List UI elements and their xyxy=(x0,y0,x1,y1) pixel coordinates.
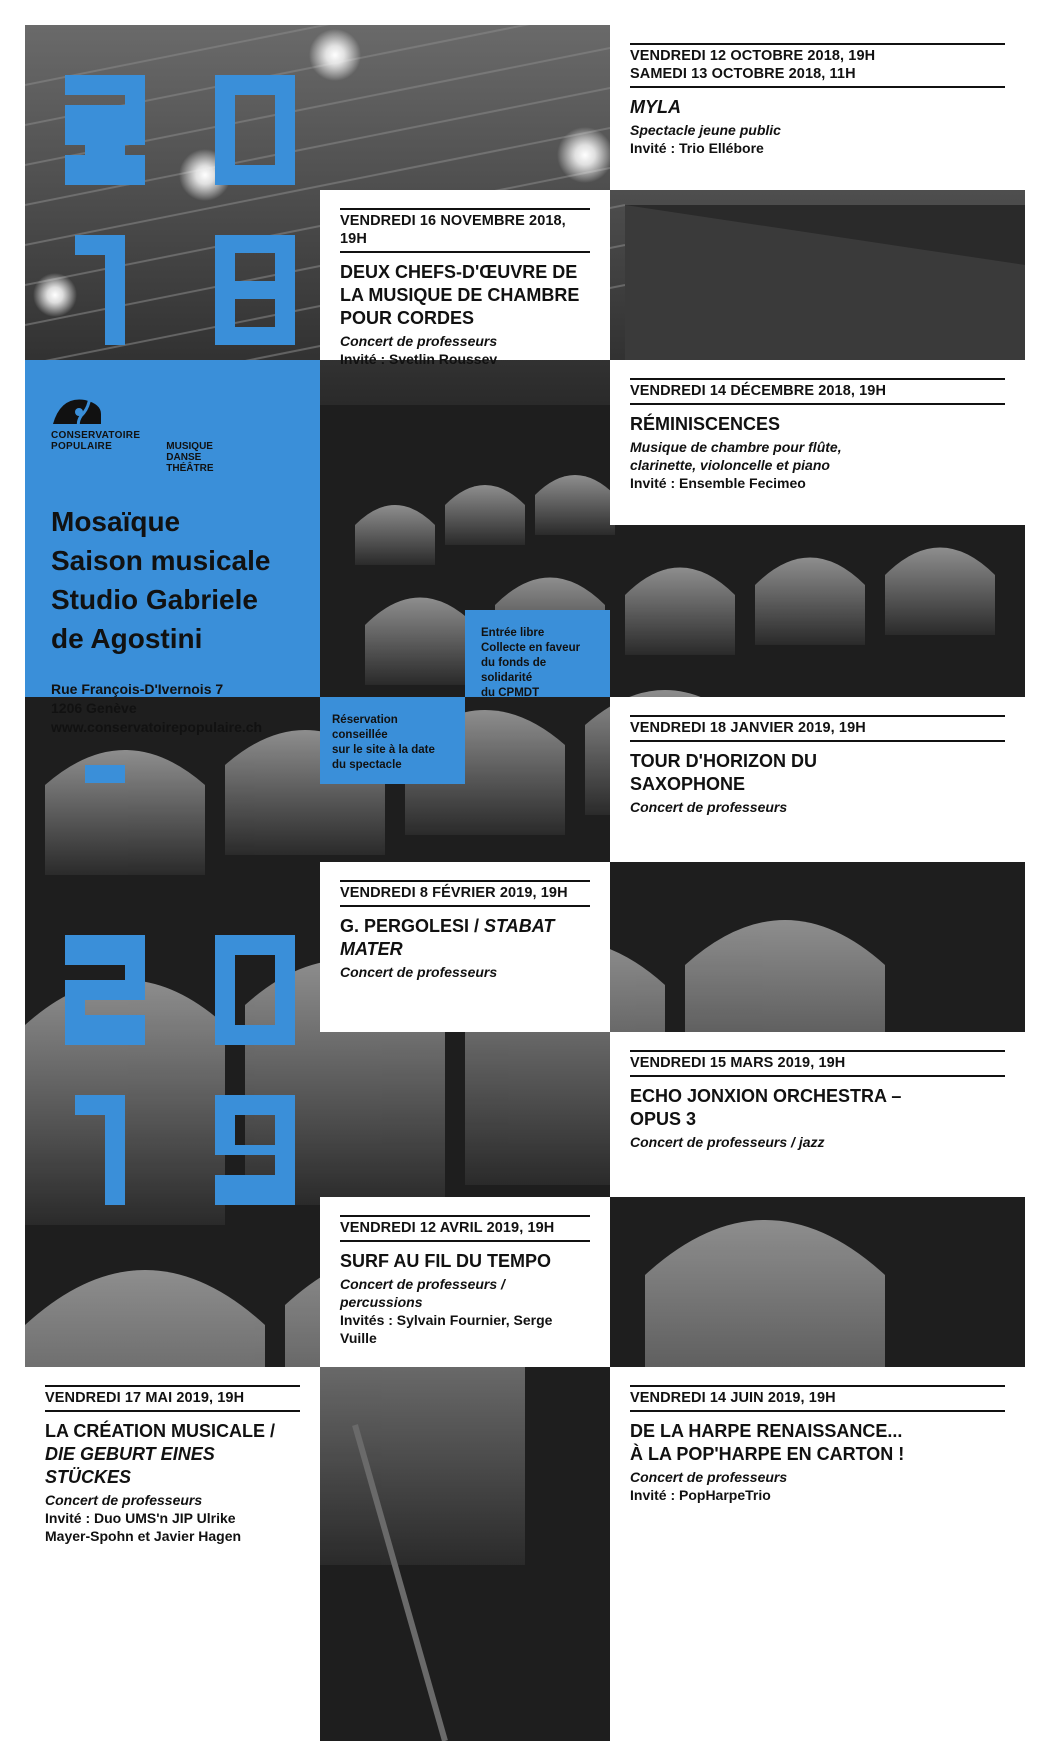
event-date: VENDREDI 18 JANVIER 2019, 19H xyxy=(630,715,1005,742)
event-subtitle: Concert de professeurs xyxy=(340,964,498,980)
poster xyxy=(25,25,1025,1741)
digit-1-bottom xyxy=(75,1095,125,1205)
event-card-harpe xyxy=(610,1367,1025,1741)
digit-8-top xyxy=(215,235,295,345)
event-card-echo-jonxion xyxy=(610,1032,1025,1197)
event-subtitle: Spectacle jeune public xyxy=(630,122,781,138)
digit-1-top xyxy=(75,235,125,345)
digit-0-bottom xyxy=(215,935,295,1045)
event-guest: Invité : Ensemble Fecimeo xyxy=(630,475,806,491)
entry-note: Entrée libre Collecte en faveur du fonds de solidarité du CPMDT xyxy=(465,610,610,697)
event-card-saxophone xyxy=(610,697,1025,862)
venue-address: Rue François-D'Ivernois 7 1206 Genève www.conservatoirepopulaire.ch xyxy=(51,680,294,737)
treble-clef-logo-icon xyxy=(51,390,107,426)
event-date: VENDREDI 15 MARS 2019, 19H xyxy=(630,1050,1005,1077)
event-title: G. PERGOLESI / STABAT MATER xyxy=(340,916,555,959)
event-guest: Invité : Svetlin Roussev xyxy=(340,351,498,367)
event-guest: Invité : PopHarpeTrio xyxy=(630,1487,771,1503)
brand-disciplines: MUSIQUE DANSE THÉÂTRE xyxy=(166,441,214,474)
digit-dash xyxy=(85,765,125,783)
website-link[interactable]: www.conservatoirepopulaire.ch xyxy=(51,719,263,735)
event-guest: Invité : Duo UMS'n JIP Ulrike Mayer-Spohn et Javier Hagen xyxy=(45,1510,242,1544)
event-subtitle: Concert de professeurs / jazz xyxy=(630,1134,825,1150)
event-subtitle: Concert de professeurs xyxy=(630,799,788,815)
event-title: MYLA xyxy=(630,97,681,117)
event-title: ECHO JONXION ORCHESTRA – OPUS 3 xyxy=(630,1086,902,1129)
event-guest: Invités : Sylvain Fournier, Serge Vuille xyxy=(340,1312,553,1346)
event-title: DEUX CHEFS-D'ŒUVRE DE LA MUSIQUE DE CHAMBRE POUR CORDES xyxy=(340,262,580,328)
event-date: VENDREDI 12 OCTOBRE 2018, 19H SAMEDI 13 OCTOBRE 2018, 11H xyxy=(630,43,1005,88)
event-card-chefs-doeuvre xyxy=(320,190,610,367)
brand-logo xyxy=(51,390,294,426)
event-subtitle: Concert de professeurs xyxy=(630,1469,788,1485)
event-date: VENDREDI 14 JUIN 2019, 19H xyxy=(630,1385,1005,1412)
digit-0-top xyxy=(215,75,295,185)
event-date: VENDREDI 16 NOVEMBRE 2018, 19H xyxy=(340,208,590,253)
digit-9-bottom xyxy=(215,1095,295,1205)
event-subtitle: Concert de professeurs xyxy=(45,1492,203,1508)
event-subtitle: Musique de chambre pour flûte, clarinette, violoncelle et piano xyxy=(630,439,842,473)
event-date: VENDREDI 12 AVRIL 2019, 19H xyxy=(340,1215,590,1242)
digit-2-bottom xyxy=(65,935,145,1045)
season-title: Mosaïque Saison musicale Studio Gabriele de Agostini xyxy=(51,506,271,654)
event-date: VENDREDI 14 DÉCEMBRE 2018, 19H xyxy=(630,378,1005,405)
event-date: VENDREDI 8 FÉVRIER 2019, 19H xyxy=(340,880,590,907)
event-title: LA CRÉATION MUSICALE / DIE GEBURT EINES STÜCKES xyxy=(45,1421,275,1487)
event-subtitle: Concert de professeurs / percussions xyxy=(340,1276,505,1310)
reservation-note: Réservation conseillée sur le site à la date du spectacle xyxy=(320,697,465,784)
event-date: VENDREDI 17 MAI 2019, 19H xyxy=(45,1385,300,1412)
event-subtitle: Concert de professeurs xyxy=(340,333,498,349)
event-card-myla xyxy=(610,25,1025,190)
event-guest: Invité : Trio Ellébore xyxy=(630,140,764,156)
digit-2-top xyxy=(65,75,145,185)
season-info-panel xyxy=(25,360,320,735)
event-title: DE LA HARPE RENAISSANCE... À LA POP'HARPE EN CARTON ! xyxy=(630,1421,905,1464)
event-card-pergolesi xyxy=(320,862,610,1032)
event-title: TOUR D'HORIZON DU SAXOPHONE xyxy=(630,751,817,794)
event-title: RÉMINISCENCES xyxy=(630,414,781,434)
event-card-surf-tempo xyxy=(320,1197,610,1367)
event-title: SURF AU FIL DU TEMPO xyxy=(340,1251,551,1271)
event-card-reminiscences xyxy=(610,360,1025,525)
event-card-creation-musicale xyxy=(25,1367,320,1741)
brand-name: CONSERVATOIRE POPULAIRE xyxy=(51,430,141,452)
